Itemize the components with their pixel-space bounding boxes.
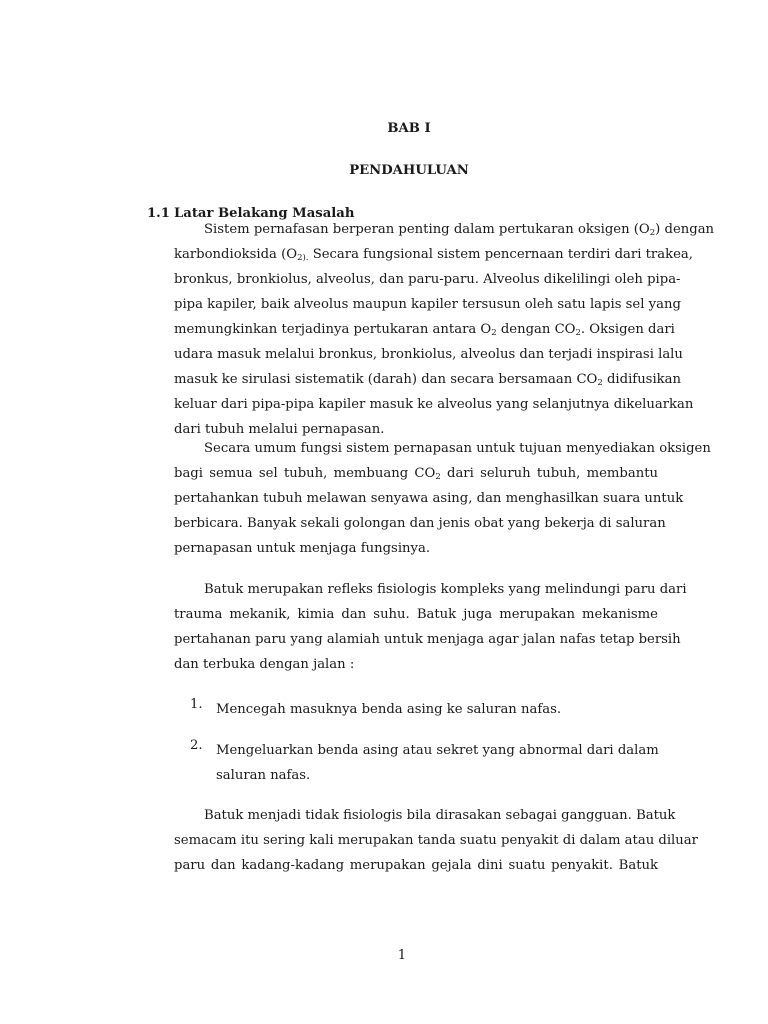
text-line: pertahanan paru yang alamiah untuk menjaga agar jalan nafas tetap bersih <box>174 632 681 647</box>
text-line: semacam itu sering kali merupakan tanda suatu penyakit di dalam atau diluar <box>174 833 698 848</box>
paragraph-4 <box>174 803 698 878</box>
text-line: dan terbuka dengan jalan : <box>174 657 355 672</box>
text-line: pernapasan untuk menjaga fungsinya. <box>174 541 431 556</box>
text-line: karbondioksida ($O_{2).}$ Secara fungsional sistem pencernaan terdiri dari trakea, <box>174 247 693 263</box>
text-line: pertahankan tubuh melawan senyawa asing, dan menghasilkan suara untuk <box>174 491 684 506</box>
page-number: 1 <box>397 948 407 963</box>
text-line: Batuk menjadi tidak fisiologis bila dirasakan sebagai gangguan. Batuk <box>204 808 676 823</box>
paragraph-1 <box>174 217 715 442</box>
text-line: trauma mekanik, kimia dan suhu. Batuk juga merupakan mekanisme <box>174 607 658 622</box>
text-line: saluran nafas. <box>216 768 311 783</box>
text-line: Batuk merupakan refleks fisiologis kompleks yang melindungi paru dari <box>204 582 687 597</box>
text-line: dari tubuh melalui pernapasan. <box>174 422 385 437</box>
text-line: memungkinkan terjadinya pertukaran antara $O_2$ dengan $CO_2$. Oksigen dari <box>174 322 675 338</box>
text-line: Mengeluarkan benda asing atau sekret yang abnormal dari dalam <box>216 743 659 758</box>
text-line: udara masuk melalui bronkus, bronkiolus, alveolus dan terjadi inspirasi lalu <box>174 347 683 362</box>
chapter-title: PENDAHULUAN <box>349 163 469 178</box>
text-line: berbicara. Banyak sekali golongan dan jenis obat yang bekerja di saluran <box>174 516 666 531</box>
section-title: Latar Belakang Masalah <box>174 206 355 221</box>
text-line: masuk ke sirulasi sistematik (darah) dan secara bersamaan $CO_2$ didifusikan <box>174 372 682 388</box>
text-line: Secara umum fungsi sistem pernapasan untuk tujuan menyediakan oksigen <box>204 441 711 456</box>
text-line: keluar dari pipa-pipa kapiler masuk ke alveolus yang selanjutnya dikeluarkan <box>174 397 694 412</box>
chapter-label: BAB I <box>387 121 431 136</box>
section-number: 1.1 <box>147 206 170 221</box>
text-line: paru dan kadang-kadang merupakan gejala dini suatu penyakit. Batuk <box>174 858 658 873</box>
text-line: bagi semua sel tubuh, membuang $CO_2$ dari seluruh tubuh, membantu <box>174 466 658 482</box>
paragraph-2 <box>174 436 711 561</box>
list-number: 1. <box>190 697 203 712</box>
text-line: pipa kapiler, baik alveolus maupun kapiler tersusun oleh satu lapis sel yang <box>174 297 681 312</box>
list-number: 2. <box>190 738 203 753</box>
text-line: bronkus, bronkiolus, alveolus, dan paru-paru. Alveolus dikelilingi oleh pipa- <box>174 272 681 287</box>
paragraph-3 <box>174 577 687 677</box>
text-line: Sistem pernafasan berperan penting dalam pertukaran oksigen $(O_2)$ dengan <box>204 222 715 238</box>
text-line: Mencegah masuknya benda asing ke saluran nafas. <box>216 702 562 717</box>
